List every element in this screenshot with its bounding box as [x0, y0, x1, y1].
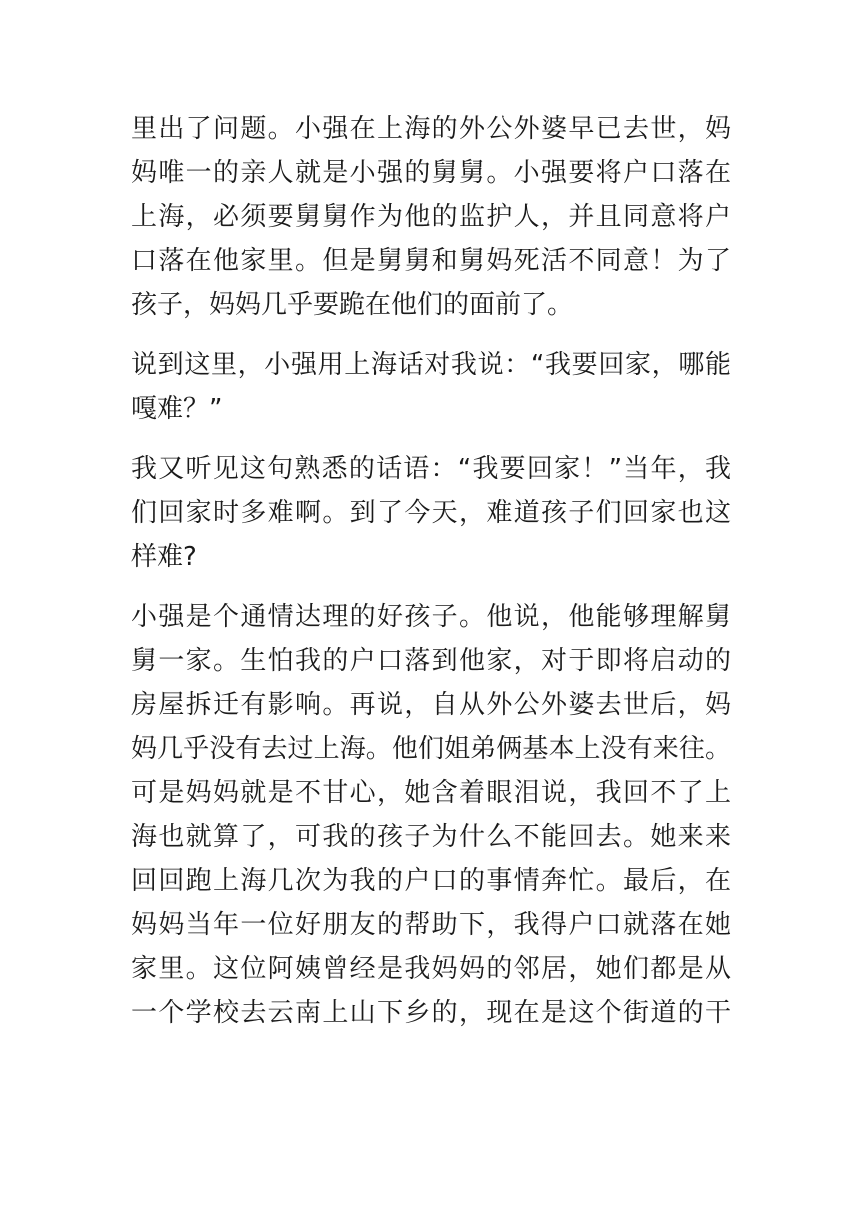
text-line: 样难? [131, 542, 197, 572]
text-line: 小强是个通情达理的好孩子。他说，他能够理解舅 [131, 602, 731, 632]
text-line: 海也就算了，可我的孩子为什么不能回去。她来来 [131, 822, 731, 852]
text-line: 妈几乎没有去过上海。他们姐弟俩基本上没有来往。 [131, 734, 731, 764]
paragraph [131, 447, 731, 579]
text-line: 上海，必须要舅舅作为他的监护人，并且同意将户 [131, 202, 731, 232]
paragraph [131, 343, 731, 431]
text-line: 妈唯一的亲人就是小强的舅舅。小强要将户口落在 [131, 158, 731, 188]
text-line: 舅一家。生怕我的户口落到他家，对于即将启动的 [131, 646, 731, 676]
text-line: 妈妈当年一位好朋友的帮助下，我得户口就落在她 [131, 910, 731, 940]
text-line: 可是妈妈就是不甘心，她含着眼泪说，我回不了上 [131, 778, 731, 808]
paragraph [131, 595, 731, 1035]
text-line: 嘎难？” [131, 394, 223, 424]
text-line: 孩子，妈妈几乎要跪在他们的面前了。 [131, 290, 574, 320]
text-line: 们回家时多难啊。到了今天，难道孩子们回家也这 [131, 498, 731, 528]
text-line: 一个学校去云南上山下乡的，现在是这个街道的干 [131, 998, 731, 1028]
body-text [131, 107, 731, 1051]
text-line: 家里。这位阿姨曾经是我妈妈的邻居，她们都是从 [131, 954, 731, 984]
paragraph [131, 107, 731, 327]
text-line: 口落在他家里。但是舅舅和舅妈死活不同意！为了 [131, 246, 731, 276]
text-line: 房屋拆迁有影响。再说，自从外公外婆去世后，妈 [131, 690, 731, 720]
text-line: 我又听见这句熟悉的话语：“我要回家！”当年，我 [131, 454, 731, 484]
text-line: 回回跑上海几次为我的户口的事情奔忙。最后，在 [131, 866, 731, 896]
text-line: 里出了问题。小强在上海的外公外婆早已去世，妈 [131, 114, 731, 144]
text-line: 说到这里，小强用上海话对我说：“我要回家，哪能 [131, 350, 731, 380]
